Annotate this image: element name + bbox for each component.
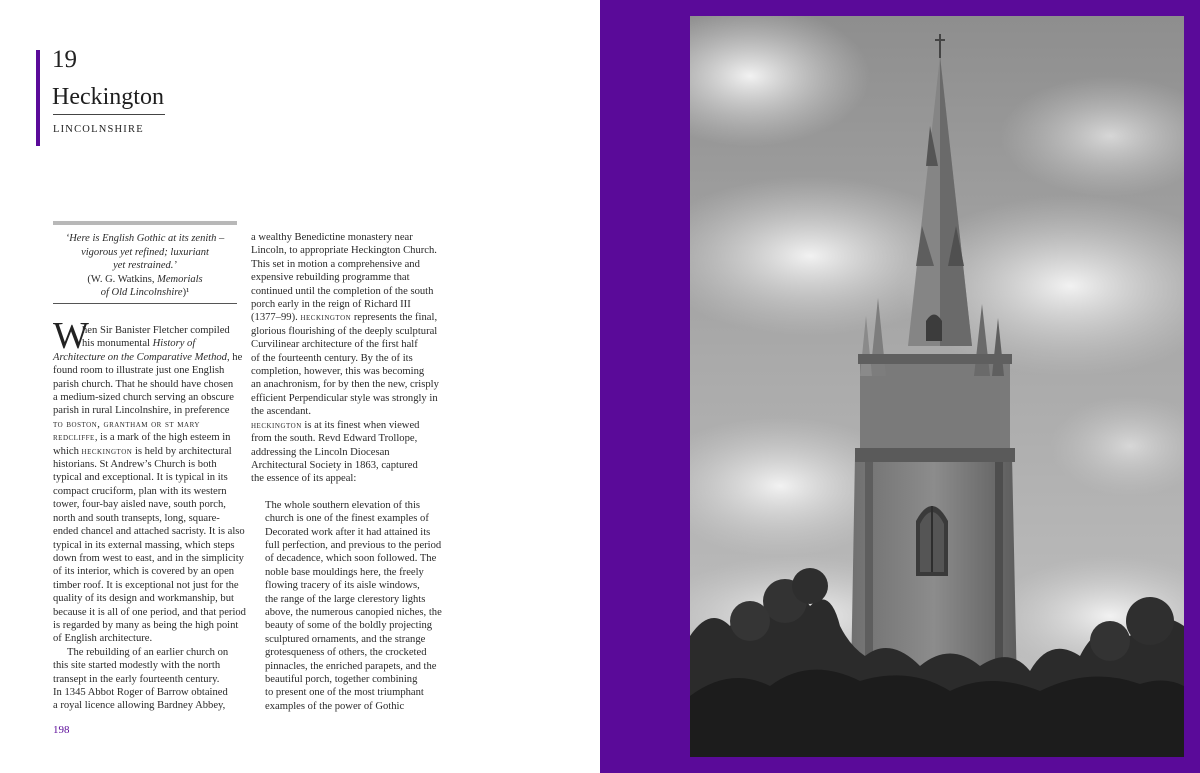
text-run: represents the final, — [351, 312, 438, 324]
text-line: timber roof. It is exceptional not just for the — [53, 579, 239, 591]
blockquote-line: sculptured ornaments, and the strange — [265, 633, 426, 645]
quote-line: vigorous yet refined; luxuriant — [81, 246, 209, 258]
text-line — [53, 351, 243, 364]
blockquote-line: the range of the large clerestory lights — [265, 593, 426, 605]
text-line: hen Sir Banister Fletcher compiled — [82, 325, 230, 336]
text-line: because it is all of one period, and that period — [53, 606, 246, 618]
text-line: tower, four-bay aisled nave, south porch, — [53, 499, 226, 511]
text-line: addressing the Lincoln Diocesan — [251, 446, 390, 458]
text-line — [251, 311, 441, 324]
text-line: quality of its design and workmanship, but — [53, 593, 234, 605]
body-column-2 — [251, 231, 441, 713]
text-line: porch early in the reign of Richard III — [251, 299, 411, 311]
chapter-number: 19 — [52, 46, 77, 73]
quote-line: yet restrained.’ — [113, 260, 177, 271]
text-line: of English architecture. — [53, 633, 153, 645]
county-subtitle: LINCOLNSHIRE — [53, 124, 144, 135]
text-line: ended chancel and attached sacristy. It is also — [53, 526, 245, 538]
citation-footnote: )¹ — [182, 287, 190, 298]
blockquote-line: grotesqueness of others, the crocketed — [265, 647, 427, 659]
blockquote-line: beauty of some of the boldly projecting — [265, 620, 433, 632]
text-line: typical and exceptional. It is typical in its — [53, 472, 228, 484]
text-line: this site started modestly with the north — [53, 660, 221, 672]
photo-illustration — [690, 16, 1184, 757]
text-run: , is a mark of the high esteem in — [94, 432, 231, 444]
text-line: a medium-sized church serving an obscure — [53, 392, 234, 404]
text-run: which — [53, 445, 82, 457]
text-line: Architectural Society in 1863, captured — [251, 459, 418, 471]
blockquote-line: flowing tracery of its aisle windows, — [265, 580, 420, 592]
place-name: heckington — [300, 312, 352, 324]
citation-title: of Old Lincolnshire — [100, 287, 183, 298]
text-line: The rebuilding of an earlier church on — [67, 646, 229, 658]
text-line: Lincoln, to appropriate Heckington Church. — [251, 245, 437, 257]
citation-title: Memorials — [157, 273, 203, 285]
text-line: to boston, grantham or st mary — [53, 418, 200, 430]
quote-citation — [53, 273, 237, 287]
text-line: from the south. Revd Edward Trollope, — [251, 433, 418, 445]
text-line: a wealthy Benedictine monastery near — [251, 232, 413, 243]
text-line: a royal licence allowing Bardney Abbey, — [53, 700, 226, 712]
book-title: History of — [152, 338, 196, 350]
body-column-1 — [53, 324, 246, 713]
text-line — [53, 337, 243, 350]
quote-line: ‘Here is English Gothic at its zenith – — [65, 233, 225, 244]
text-run: his monumental — [82, 338, 153, 350]
text-line: In 1345 Abbot Roger of Barrow obtained — [53, 686, 228, 698]
blockquote-line: The whole southern elevation of this — [265, 499, 421, 511]
page-title: Heckington — [52, 84, 164, 110]
blockquote-line: church is one of the finest examples of — [265, 513, 429, 525]
text-run: is held by architectural — [132, 445, 232, 457]
page-number: 198 — [53, 724, 70, 736]
text-line: of its interior, which is covered by an open — [53, 566, 235, 578]
citation-author: (W. G. Watkins, — [87, 273, 158, 285]
text-line: transept in the early fourteenth century. — [53, 673, 220, 685]
quote-citation — [53, 286, 237, 300]
text-line — [251, 419, 441, 432]
accent-bar — [36, 50, 40, 146]
text-line: efficient Perpendicular style was strongly in — [251, 392, 438, 404]
blockquote-line: noble base mouldings here, the freely — [265, 566, 424, 578]
text-line: compact cruciform, plan with its western — [53, 485, 227, 497]
blockquote-line: full perfection, and previous to the period — [265, 539, 442, 551]
text-line: glorious flourishing of the deeply sculptural — [251, 325, 438, 337]
text-line: an anachronism, for by then the new, crisply — [251, 379, 439, 391]
text-run: is at its finest when viewed — [301, 419, 420, 431]
text-line — [53, 431, 243, 444]
church-spire-photo — [690, 16, 1184, 757]
text-line: continued until the completion of the south — [251, 285, 434, 297]
blockquote-line: Decorated work after it had attained its — [265, 526, 431, 538]
text-line — [53, 445, 243, 458]
blockquote-line: of decadence, which soon followed. The — [265, 553, 437, 565]
text-line: of the fourteenth century. By the of its — [251, 352, 413, 364]
text-line: the essence of its appeal: — [251, 473, 357, 485]
drop-cap: W — [53, 315, 89, 357]
blockquote-line: above, the numerous canopied niches, the — [265, 606, 442, 618]
text-line: down from west to east, and in the simplicity — [53, 552, 244, 564]
title-underline — [53, 114, 165, 115]
quote-top-rule — [53, 221, 237, 225]
text-line: north and south transepts, long, square- — [53, 512, 220, 524]
place-name: redcliffe — [53, 432, 95, 444]
text-line: is regarded by many as being the high point — [53, 619, 239, 631]
blockquote-line: beautiful porch, together combining — [265, 674, 418, 685]
text-line: parish church. That he should have chosen — [53, 378, 234, 390]
place-name: heckington — [81, 445, 133, 457]
text-run: , he — [226, 351, 243, 363]
book-title: Architecture on the Comparative Method — [53, 351, 227, 363]
blank-line — [251, 486, 441, 499]
text-line: historians. St Andrew’s Church is both — [53, 459, 217, 471]
text-line: This set in motion a comprehensive and — [251, 258, 420, 270]
quote-bottom-rule — [53, 303, 237, 304]
text-run: (1377–99). — [251, 312, 301, 324]
blockquote-line: pinnacles, the enriched parapets, and the — [265, 660, 437, 672]
text-line: found room to illustrate just one English — [53, 365, 225, 377]
text-line: Curvilinear architecture of the first half — [251, 339, 418, 351]
text-line: completion, however, this was becoming — [251, 366, 425, 378]
blockquote-line: to present one of the most triumphant — [265, 687, 424, 699]
text-line: the ascendant. — [251, 406, 312, 418]
text-line: typical in its external massing, which steps — [53, 539, 235, 551]
blockquote-line: examples of the power of Gothic — [265, 700, 405, 712]
text-line: parish in rural Lincolnshire, in preference — [53, 405, 230, 417]
text-line: expensive rebuilding programme that — [251, 272, 410, 284]
epigraph-quote — [53, 232, 237, 300]
place-name: heckington — [251, 419, 302, 431]
